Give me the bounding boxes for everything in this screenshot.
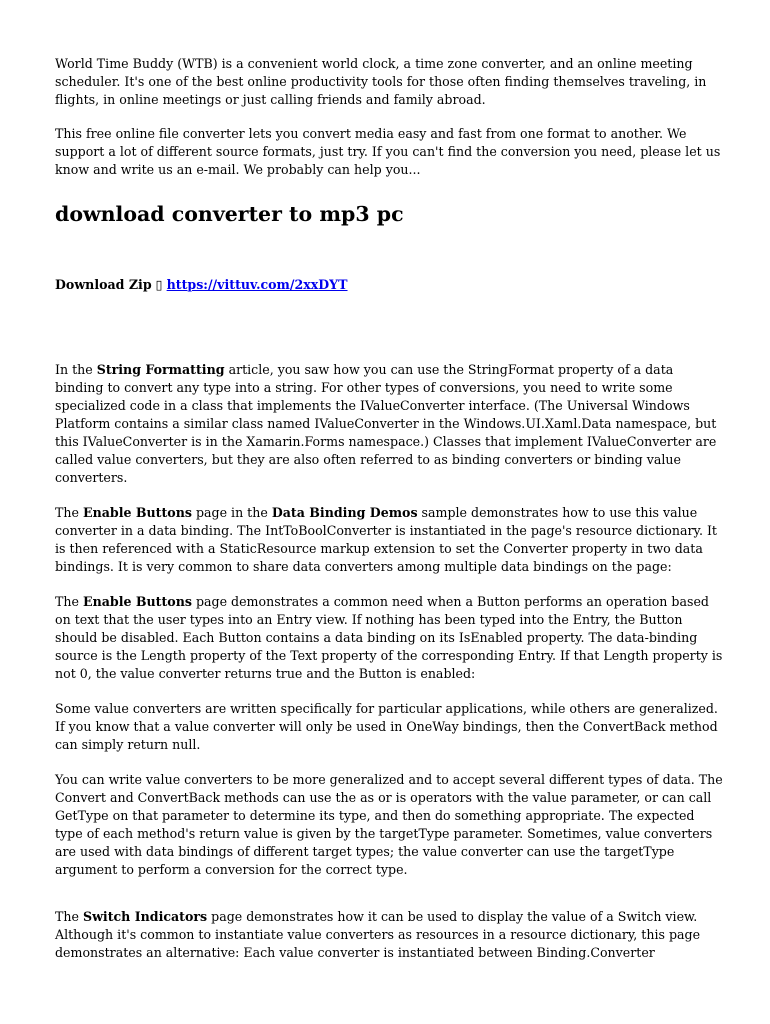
text-run: page demonstrates how it can be used to display the value of a Switch view. Although it's common to instantiate value converters as resources in a resource dictionary, this page demonstrates an alternative: Each value converter is instantiated between Binding.Converter <box>55 909 701 960</box>
text-run: page demonstrates a common need when a Button performs an operation based on text that the user types into an Entry view. If nothing has been typed into the Entry, the Button should be disabled. Each Button contains a data binding on its IsEnabled property. The data-binding source is the Length property of the Text property of the corresponding Entry. If that Length property is not 0, the value converter returns true and the Button is enabled: <box>55 594 723 681</box>
bold-term: Data Binding Demos <box>271 505 418 520</box>
bold-term: Enable Buttons <box>82 505 192 520</box>
document-page <box>55 55 723 979</box>
download-link[interactable]: https://vittuv.com/2xxDYT <box>166 277 348 292</box>
body-paragraph-enable-buttons-demo <box>55 504 723 576</box>
text-run: sample demonstrates how to use this value converter in a data binding. The IntToBoolConverter is instantiated in the page's resource dictionary. It is then referenced with a StaticResource markup extension to set the Converter property in two data bindings. It is very common to share data converters among multiple data bindings on the page: <box>55 505 717 574</box>
body-paragraph-switch-indicators <box>55 908 723 962</box>
intro-paragraph-free-converter: This free online file converter lets you convert media easy and fast from one format to another. We support a lot of different source formats, just try. If you can't find the conversion you need, please let us know and write us an e-mail. We probably can help you... <box>55 126 721 177</box>
intro-paragraph-wtb: World Time Buddy (WTB) is a convenient world clock, a time zone converter, and an online meeting scheduler. It's one of the best online productivity tools for those often finding themselves traveling, in flights, in online meetings or just calling friends and family abroad. <box>55 56 707 107</box>
text-run: page in the <box>191 505 272 520</box>
body-paragraph-enable-buttons-need <box>55 593 723 683</box>
text-run: article, you saw how you can use the StringFormat property of a data binding to convert any type into a string. For other types of conversions, you need to write some specialized code in a class that implements the IValueConverter interface. (The Universal Windows Platform contains a similar class named IValueConverter in the Windows.UI.Xaml.Data namespace, but this IValueConverter is in the Xamarin.Forms namespace.) Classes that implement IValueConverter are called value converters, but they are also often referred to as binding converters or binding value converters. <box>55 362 717 485</box>
download-box-icon: ▯ <box>155 277 163 292</box>
text-run: The <box>55 909 83 924</box>
download-line <box>55 276 723 294</box>
bold-term: String Formatting <box>96 362 225 377</box>
bold-term: Enable Buttons <box>82 594 192 609</box>
download-zip-label: Download Zip <box>55 277 152 292</box>
text-run: In the <box>55 362 97 377</box>
body-paragraph-generalized-converters: Some value converters are written specifically for particular applications, while others are generalized. If you know that a value converter will only be used in OneWay bindings, then the ConvertBack method can simply return null. <box>55 701 718 752</box>
bold-term: Switch Indicators <box>82 909 208 924</box>
body-paragraph-more-generalized: You can write value converters to be more generalized and to accept several different types of data. The Convert and ConvertBack methods can use the as or is operators with the value parameter, or can call GetType on that parameter to determine its type, and then do something appropriate. The expected type of each method's return value is given by the targetType parameter. Sometimes, value converters are used with data bindings of different target types; the value converter can use the targetType argument to perform a conversion for the correct type. <box>55 772 723 877</box>
page-title: download converter to mp3 pc <box>55 202 404 226</box>
body-paragraph-string-formatting <box>55 361 723 487</box>
text-run: The <box>55 505 83 520</box>
text-run: The <box>55 594 83 609</box>
